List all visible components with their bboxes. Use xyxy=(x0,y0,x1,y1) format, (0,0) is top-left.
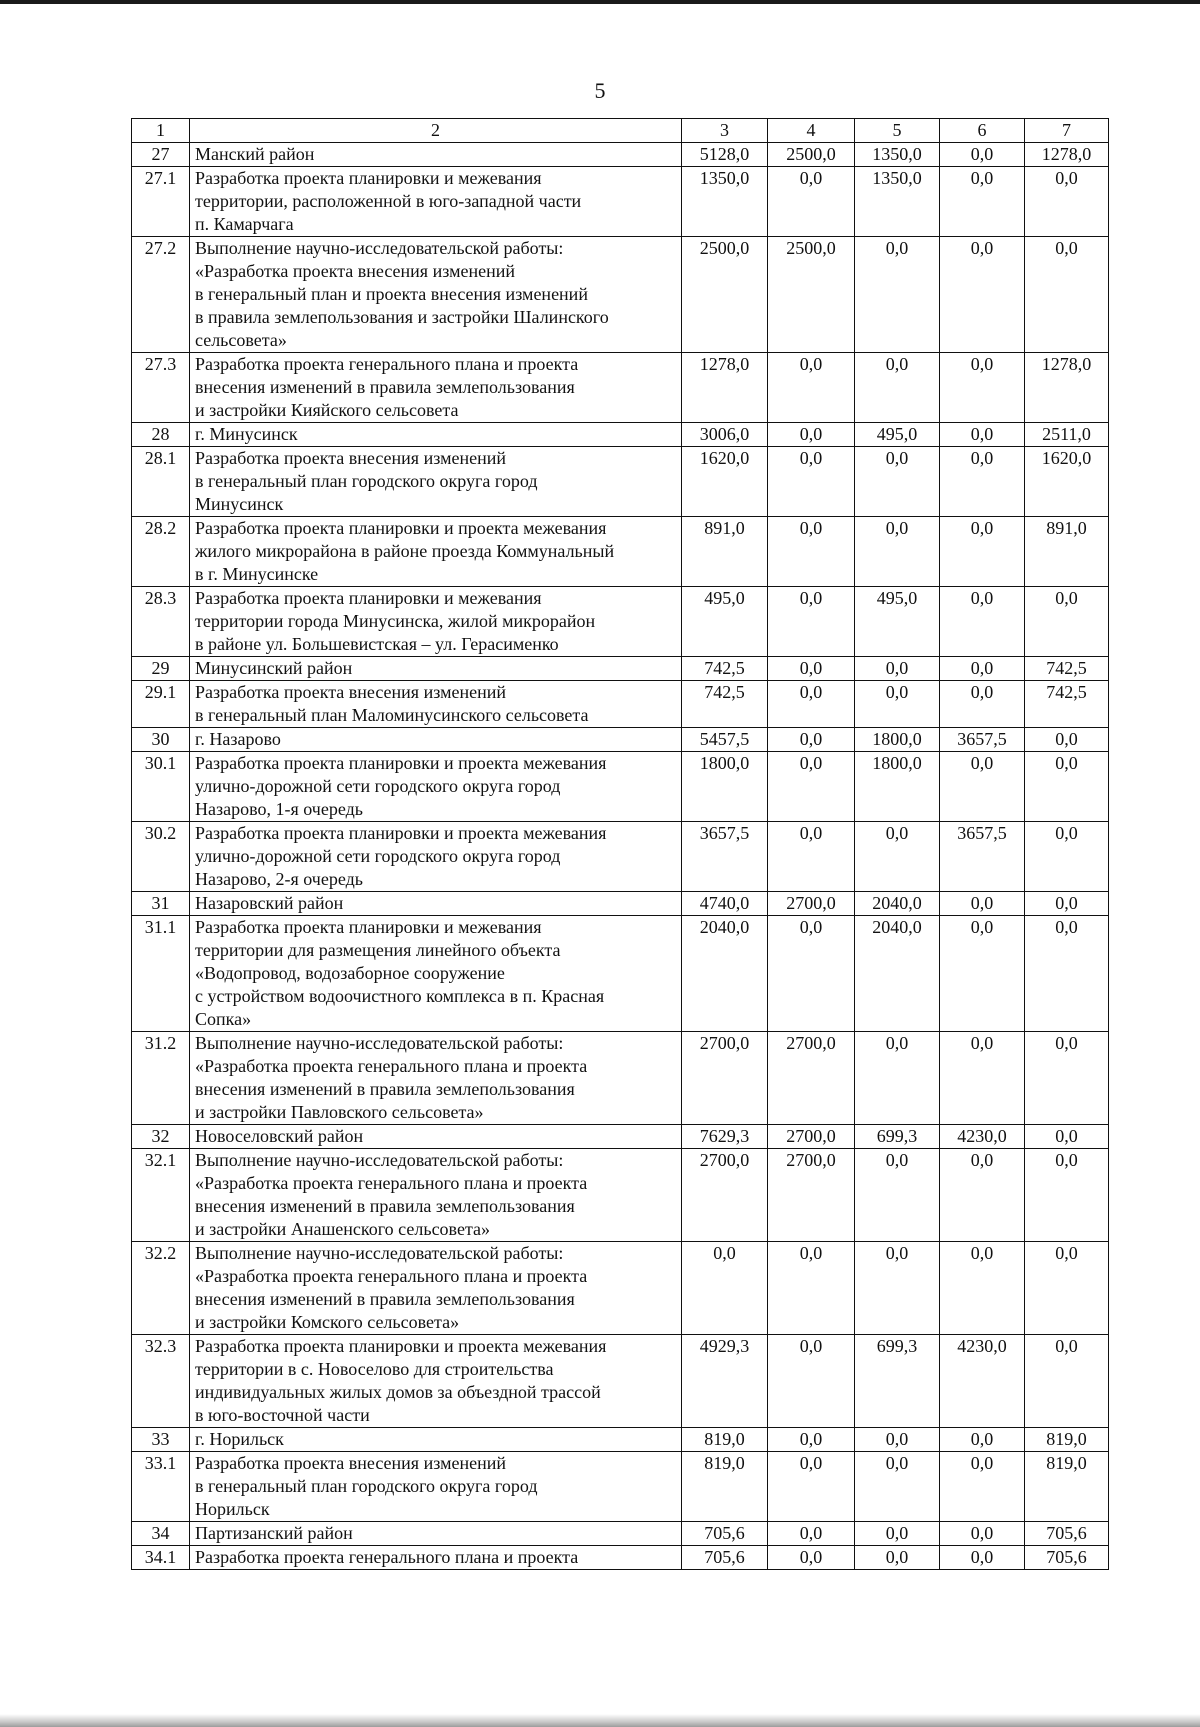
amount-cell: 0,0 xyxy=(940,916,1025,1032)
row-number-cell: 32.3 xyxy=(132,1335,190,1428)
amount-cell: 0,0 xyxy=(768,822,855,892)
table-row xyxy=(132,728,1109,752)
table-row xyxy=(132,892,1109,916)
row-number-cell: 32.1 xyxy=(132,1149,190,1242)
amount-cell: 495,0 xyxy=(855,423,940,447)
row-number-cell: 27.2 xyxy=(132,237,190,353)
amount-cell: 742,5 xyxy=(1025,657,1109,681)
description-line: внесения изменений в правила землепользования xyxy=(195,377,575,397)
description-line: Партизанский район xyxy=(195,1523,353,1543)
amount-cell: 4230,0 xyxy=(940,1125,1025,1149)
description-line: территории города Минусинска, жилой микрорайон xyxy=(195,611,596,631)
description-line: и застройки Кияйского сельсовета xyxy=(195,400,459,420)
amount-cell: 0,0 xyxy=(768,752,855,822)
amount-cell: 0,0 xyxy=(768,681,855,728)
description-line: Выполнение научно-исследовательской работы: xyxy=(195,1033,564,1053)
description-line: Разработка проекта планировки и проекта межевания xyxy=(195,518,607,538)
description-cell xyxy=(190,167,682,237)
description-line: Разработка проекта внесения изменений xyxy=(195,682,506,702)
column-header: 2 xyxy=(190,119,682,143)
amount-cell: 0,0 xyxy=(940,1522,1025,1546)
amount-cell: 0,0 xyxy=(855,1452,940,1522)
amount-cell: 0,0 xyxy=(855,1522,940,1546)
row-number-cell: 28 xyxy=(132,423,190,447)
amount-cell: 0,0 xyxy=(768,657,855,681)
description-line: Разработка проекта внесения изменений xyxy=(195,448,506,468)
amount-cell: 0,0 xyxy=(940,353,1025,423)
amount-cell: 0,0 xyxy=(940,1032,1025,1125)
amount-cell: 2040,0 xyxy=(682,916,768,1032)
table-row xyxy=(132,1428,1109,1452)
amount-cell: 0,0 xyxy=(768,1335,855,1428)
row-number-cell: 30.2 xyxy=(132,822,190,892)
amount-cell: 0,0 xyxy=(855,1428,940,1452)
amount-cell: 0,0 xyxy=(1025,1032,1109,1125)
description-cell xyxy=(190,1522,682,1546)
description-cell xyxy=(190,1335,682,1428)
table-row xyxy=(132,1452,1109,1522)
description-cell xyxy=(190,1546,682,1570)
description-line: Норильск xyxy=(195,1499,270,1519)
amount-cell: 2511,0 xyxy=(1025,423,1109,447)
description-line: улично-дорожной сети городского округа город xyxy=(195,846,561,866)
description-line: Сопка» xyxy=(195,1009,252,1029)
description-line: Разработка проекта планировки и проекта межевания xyxy=(195,1336,607,1356)
description-line: Выполнение научно-исследовательской работы: xyxy=(195,1243,564,1263)
amount-cell: 891,0 xyxy=(682,517,768,587)
description-line: Разработка проекта планировки и межевания xyxy=(195,588,542,608)
table-row xyxy=(132,1522,1109,1546)
description-line: территории, расположенной в юго-западной части xyxy=(195,191,582,211)
description-line: сельсовета» xyxy=(195,330,287,350)
amount-cell: 0,0 xyxy=(855,1242,940,1335)
row-number-cell: 27.1 xyxy=(132,167,190,237)
amount-cell: 0,0 xyxy=(1025,916,1109,1032)
description-line: улично-дорожной сети городского округа город xyxy=(195,776,561,796)
table-row xyxy=(132,167,1109,237)
amount-cell: 0,0 xyxy=(940,657,1025,681)
amount-cell: 0,0 xyxy=(855,681,940,728)
row-number-cell: 27 xyxy=(132,143,190,167)
description-cell xyxy=(190,1125,682,1149)
amount-cell: 0,0 xyxy=(1025,1149,1109,1242)
description-line: внесения изменений в правила землепользования xyxy=(195,1196,575,1216)
amount-cell: 705,6 xyxy=(682,1546,768,1570)
description-line: Назарово, 1-я очередь xyxy=(195,799,363,819)
description-line: «Разработка проекта генерального плана и проекта xyxy=(195,1056,588,1076)
description-cell xyxy=(190,353,682,423)
description-cell xyxy=(190,143,682,167)
description-line: индивидуальных жилых домов за объездной трассой xyxy=(195,1382,601,1402)
table-row xyxy=(132,752,1109,822)
description-line: и застройки Павловского сельсовета» xyxy=(195,1102,484,1122)
amount-cell: 0,0 xyxy=(682,1242,768,1335)
description-cell xyxy=(190,916,682,1032)
row-number-cell: 31.1 xyxy=(132,916,190,1032)
description-line: Разработка проекта планировки и проекта межевания xyxy=(195,753,607,773)
table-row xyxy=(132,916,1109,1032)
table-row xyxy=(132,657,1109,681)
description-line: и застройки Анашенского сельсовета» xyxy=(195,1219,491,1239)
amount-cell: 2700,0 xyxy=(768,1125,855,1149)
amount-cell: 1620,0 xyxy=(1025,447,1109,517)
description-line: «Разработка проекта генерального плана и проекта xyxy=(195,1266,588,1286)
description-cell xyxy=(190,423,682,447)
amount-cell: 0,0 xyxy=(940,1149,1025,1242)
amount-cell: 1800,0 xyxy=(855,728,940,752)
description-cell xyxy=(190,1428,682,1452)
description-line: Разработка проекта генерального плана и проекта xyxy=(195,1547,579,1567)
amount-cell: 3657,5 xyxy=(940,822,1025,892)
amount-cell: 2700,0 xyxy=(768,1149,855,1242)
budget-table xyxy=(131,118,1109,1570)
amount-cell: 0,0 xyxy=(1025,1335,1109,1428)
description-line: в генеральный план городского округа город xyxy=(195,471,538,491)
row-number-cell: 32.2 xyxy=(132,1242,190,1335)
amount-cell: 0,0 xyxy=(1025,892,1109,916)
description-line: г. Норильск xyxy=(195,1429,284,1449)
amount-cell: 742,5 xyxy=(682,681,768,728)
description-line: в районе ул. Большевистская – ул. Герасименко xyxy=(195,634,559,654)
description-line: «Водопровод, водозаборное сооружение xyxy=(195,963,505,983)
amount-cell: 3006,0 xyxy=(682,423,768,447)
amount-cell: 0,0 xyxy=(1025,1125,1109,1149)
table-row xyxy=(132,822,1109,892)
description-line: Новоселовский район xyxy=(195,1126,364,1146)
amount-cell: 4230,0 xyxy=(940,1335,1025,1428)
amount-cell: 0,0 xyxy=(940,892,1025,916)
table-row xyxy=(132,587,1109,657)
amount-cell: 1800,0 xyxy=(682,752,768,822)
description-line: Разработка проекта планировки и межевания xyxy=(195,168,542,188)
amount-cell: 2500,0 xyxy=(768,237,855,353)
row-number-cell: 30 xyxy=(132,728,190,752)
column-header: 3 xyxy=(682,119,768,143)
amount-cell: 0,0 xyxy=(940,752,1025,822)
description-cell xyxy=(190,892,682,916)
amount-cell: 0,0 xyxy=(940,447,1025,517)
amount-cell: 1620,0 xyxy=(682,447,768,517)
table-body xyxy=(132,143,1109,1570)
amount-cell: 819,0 xyxy=(682,1428,768,1452)
amount-cell: 0,0 xyxy=(940,587,1025,657)
description-line: жилого микрорайона в районе проезда Коммунальный xyxy=(195,541,615,561)
description-line: в правила землепользования и застройки Шалинского xyxy=(195,307,609,327)
amount-cell: 0,0 xyxy=(768,916,855,1032)
amount-cell: 4740,0 xyxy=(682,892,768,916)
description-line: в генеральный план и проекта внесения изменений xyxy=(195,284,588,304)
description-line: Выполнение научно-исследовательской работы: xyxy=(195,238,564,258)
amount-cell: 0,0 xyxy=(768,1428,855,1452)
amount-cell: 0,0 xyxy=(768,1242,855,1335)
row-number-cell: 28.3 xyxy=(132,587,190,657)
description-line: Разработка проекта планировки и проекта межевания xyxy=(195,823,607,843)
amount-cell: 0,0 xyxy=(768,728,855,752)
description-line: Разработка проекта внесения изменений xyxy=(195,1453,506,1473)
amount-cell: 699,3 xyxy=(855,1335,940,1428)
description-line: в генеральный план городского округа город xyxy=(195,1476,538,1496)
table-row xyxy=(132,1032,1109,1125)
amount-cell: 819,0 xyxy=(682,1452,768,1522)
amount-cell: 0,0 xyxy=(855,237,940,353)
amount-cell: 0,0 xyxy=(855,1149,940,1242)
description-cell xyxy=(190,1149,682,1242)
amount-cell: 7629,3 xyxy=(682,1125,768,1149)
amount-cell: 2700,0 xyxy=(768,892,855,916)
amount-cell: 705,6 xyxy=(682,1522,768,1546)
description-line: Минусинский район xyxy=(195,658,353,678)
amount-cell: 1350,0 xyxy=(855,167,940,237)
amount-cell: 0,0 xyxy=(1025,728,1109,752)
description-line: внесения изменений в правила землепользования xyxy=(195,1289,575,1309)
amount-cell: 4929,3 xyxy=(682,1335,768,1428)
amount-cell: 5128,0 xyxy=(682,143,768,167)
description-cell xyxy=(190,822,682,892)
table-row xyxy=(132,681,1109,728)
amount-cell: 699,3 xyxy=(855,1125,940,1149)
amount-cell: 0,0 xyxy=(940,143,1025,167)
description-line: Манский район xyxy=(195,144,315,164)
table-row xyxy=(132,353,1109,423)
amount-cell: 819,0 xyxy=(1025,1452,1109,1522)
amount-cell: 0,0 xyxy=(768,167,855,237)
amount-cell: 0,0 xyxy=(855,1032,940,1125)
description-cell xyxy=(190,728,682,752)
amount-cell: 1800,0 xyxy=(855,752,940,822)
amount-cell: 0,0 xyxy=(855,447,940,517)
amount-cell: 0,0 xyxy=(940,1428,1025,1452)
description-cell xyxy=(190,752,682,822)
amount-cell: 0,0 xyxy=(940,1452,1025,1522)
row-number-cell: 34 xyxy=(132,1522,190,1546)
amount-cell: 2040,0 xyxy=(855,916,940,1032)
table-row xyxy=(132,1335,1109,1428)
amount-cell: 891,0 xyxy=(1025,517,1109,587)
amount-cell: 0,0 xyxy=(855,657,940,681)
amount-cell: 1278,0 xyxy=(1025,143,1109,167)
column-header: 5 xyxy=(855,119,940,143)
amount-cell: 705,6 xyxy=(1025,1522,1109,1546)
row-number-cell: 33 xyxy=(132,1428,190,1452)
amount-cell: 0,0 xyxy=(768,587,855,657)
description-line: в г. Минусинске xyxy=(195,564,319,584)
row-number-cell: 27.3 xyxy=(132,353,190,423)
amount-cell: 0,0 xyxy=(1025,1242,1109,1335)
row-number-cell: 28.1 xyxy=(132,447,190,517)
amount-cell: 0,0 xyxy=(855,822,940,892)
amount-cell: 0,0 xyxy=(855,1546,940,1570)
row-number-cell: 28.2 xyxy=(132,517,190,587)
description-line: территории в с. Новоселово для строительства xyxy=(195,1359,554,1379)
amount-cell: 0,0 xyxy=(1025,822,1109,892)
amount-cell: 0,0 xyxy=(768,1452,855,1522)
amount-cell: 0,0 xyxy=(768,1522,855,1546)
table-header-row xyxy=(132,119,1109,143)
amount-cell: 1350,0 xyxy=(855,143,940,167)
description-cell xyxy=(190,1032,682,1125)
row-number-cell: 31.2 xyxy=(132,1032,190,1125)
amount-cell: 0,0 xyxy=(940,517,1025,587)
row-number-cell: 29 xyxy=(132,657,190,681)
amount-cell: 0,0 xyxy=(855,353,940,423)
amount-cell: 2700,0 xyxy=(682,1032,768,1125)
amount-cell: 742,5 xyxy=(682,657,768,681)
description-cell xyxy=(190,1242,682,1335)
column-header: 4 xyxy=(768,119,855,143)
column-header: 6 xyxy=(940,119,1025,143)
amount-cell: 819,0 xyxy=(1025,1428,1109,1452)
description-line: Минусинск xyxy=(195,494,284,514)
amount-cell: 2500,0 xyxy=(682,237,768,353)
table-row xyxy=(132,517,1109,587)
table-row xyxy=(132,1149,1109,1242)
table-row xyxy=(132,237,1109,353)
description-line: Разработка проекта генерального плана и проекта xyxy=(195,354,579,374)
amount-cell: 5457,5 xyxy=(682,728,768,752)
row-number-cell: 32 xyxy=(132,1125,190,1149)
table-row xyxy=(132,1242,1109,1335)
amount-cell: 3657,5 xyxy=(940,728,1025,752)
description-line: в генеральный план Маломинусинского сельсовета xyxy=(195,705,589,725)
amount-cell: 2700,0 xyxy=(682,1149,768,1242)
amount-cell: 0,0 xyxy=(1025,167,1109,237)
description-cell xyxy=(190,447,682,517)
amount-cell: 0,0 xyxy=(768,517,855,587)
description-cell xyxy=(190,517,682,587)
description-line: внесения изменений в правила землепользования xyxy=(195,1079,575,1099)
amount-cell: 0,0 xyxy=(1025,237,1109,353)
table-row xyxy=(132,423,1109,447)
amount-cell: 0,0 xyxy=(940,237,1025,353)
table-row xyxy=(132,1546,1109,1570)
amount-cell: 0,0 xyxy=(768,423,855,447)
table-row xyxy=(132,143,1109,167)
description-line: территории для размещения линейного объекта xyxy=(195,940,561,960)
row-number-cell: 33.1 xyxy=(132,1452,190,1522)
amount-cell: 0,0 xyxy=(1025,752,1109,822)
scan-edge-bottom xyxy=(0,1714,1200,1727)
row-number-cell: 34.1 xyxy=(132,1546,190,1570)
amount-cell: 1350,0 xyxy=(682,167,768,237)
page-number: 5 xyxy=(594,78,606,103)
row-number-cell: 30.1 xyxy=(132,752,190,822)
description-line: «Разработка проекта внесения изменений xyxy=(195,261,515,281)
description-cell xyxy=(190,681,682,728)
description-line: Разработка проекта планировки и межевания xyxy=(195,917,542,937)
amount-cell: 2500,0 xyxy=(768,143,855,167)
amount-cell: 495,0 xyxy=(682,587,768,657)
amount-cell: 0,0 xyxy=(1025,587,1109,657)
row-number-cell: 31 xyxy=(132,892,190,916)
table-row xyxy=(132,1125,1109,1149)
description-line: с устройством водоочистного комплекса в п. Красная xyxy=(195,986,605,1006)
description-line: Выполнение научно-исследовательской работы: xyxy=(195,1150,564,1170)
amount-cell: 0,0 xyxy=(768,447,855,517)
amount-cell: 0,0 xyxy=(768,353,855,423)
amount-cell: 742,5 xyxy=(1025,681,1109,728)
amount-cell: 0,0 xyxy=(940,1242,1025,1335)
description-cell xyxy=(190,587,682,657)
description-cell xyxy=(190,1452,682,1522)
row-number-cell: 29.1 xyxy=(132,681,190,728)
description-line: г. Минусинск xyxy=(195,424,298,444)
amount-cell: 0,0 xyxy=(940,167,1025,237)
amount-cell: 705,6 xyxy=(1025,1546,1109,1570)
description-cell xyxy=(190,237,682,353)
amount-cell: 1278,0 xyxy=(682,353,768,423)
scan-edge-top xyxy=(0,0,1200,4)
amount-cell: 0,0 xyxy=(940,681,1025,728)
amount-cell: 1278,0 xyxy=(1025,353,1109,423)
amount-cell: 0,0 xyxy=(940,1546,1025,1570)
amount-cell: 0,0 xyxy=(940,423,1025,447)
table-row xyxy=(132,447,1109,517)
description-line: «Разработка проекта генерального плана и проекта xyxy=(195,1173,588,1193)
amount-cell: 0,0 xyxy=(768,1546,855,1570)
amount-cell: 0,0 xyxy=(855,517,940,587)
amount-cell: 3657,5 xyxy=(682,822,768,892)
description-line: г. Назарово xyxy=(195,729,281,749)
description-line: Назаровский район xyxy=(195,893,344,913)
column-header: 1 xyxy=(132,119,190,143)
amount-cell: 2040,0 xyxy=(855,892,940,916)
description-line: и застройки Комского сельсовета» xyxy=(195,1312,460,1332)
description-cell xyxy=(190,657,682,681)
column-header: 7 xyxy=(1025,119,1109,143)
description-line: Назарово, 2-я очередь xyxy=(195,869,363,889)
amount-cell: 495,0 xyxy=(855,587,940,657)
description-line: п. Камарчага xyxy=(195,214,294,234)
description-line: в юго-восточной части xyxy=(195,1405,370,1425)
amount-cell: 2700,0 xyxy=(768,1032,855,1125)
